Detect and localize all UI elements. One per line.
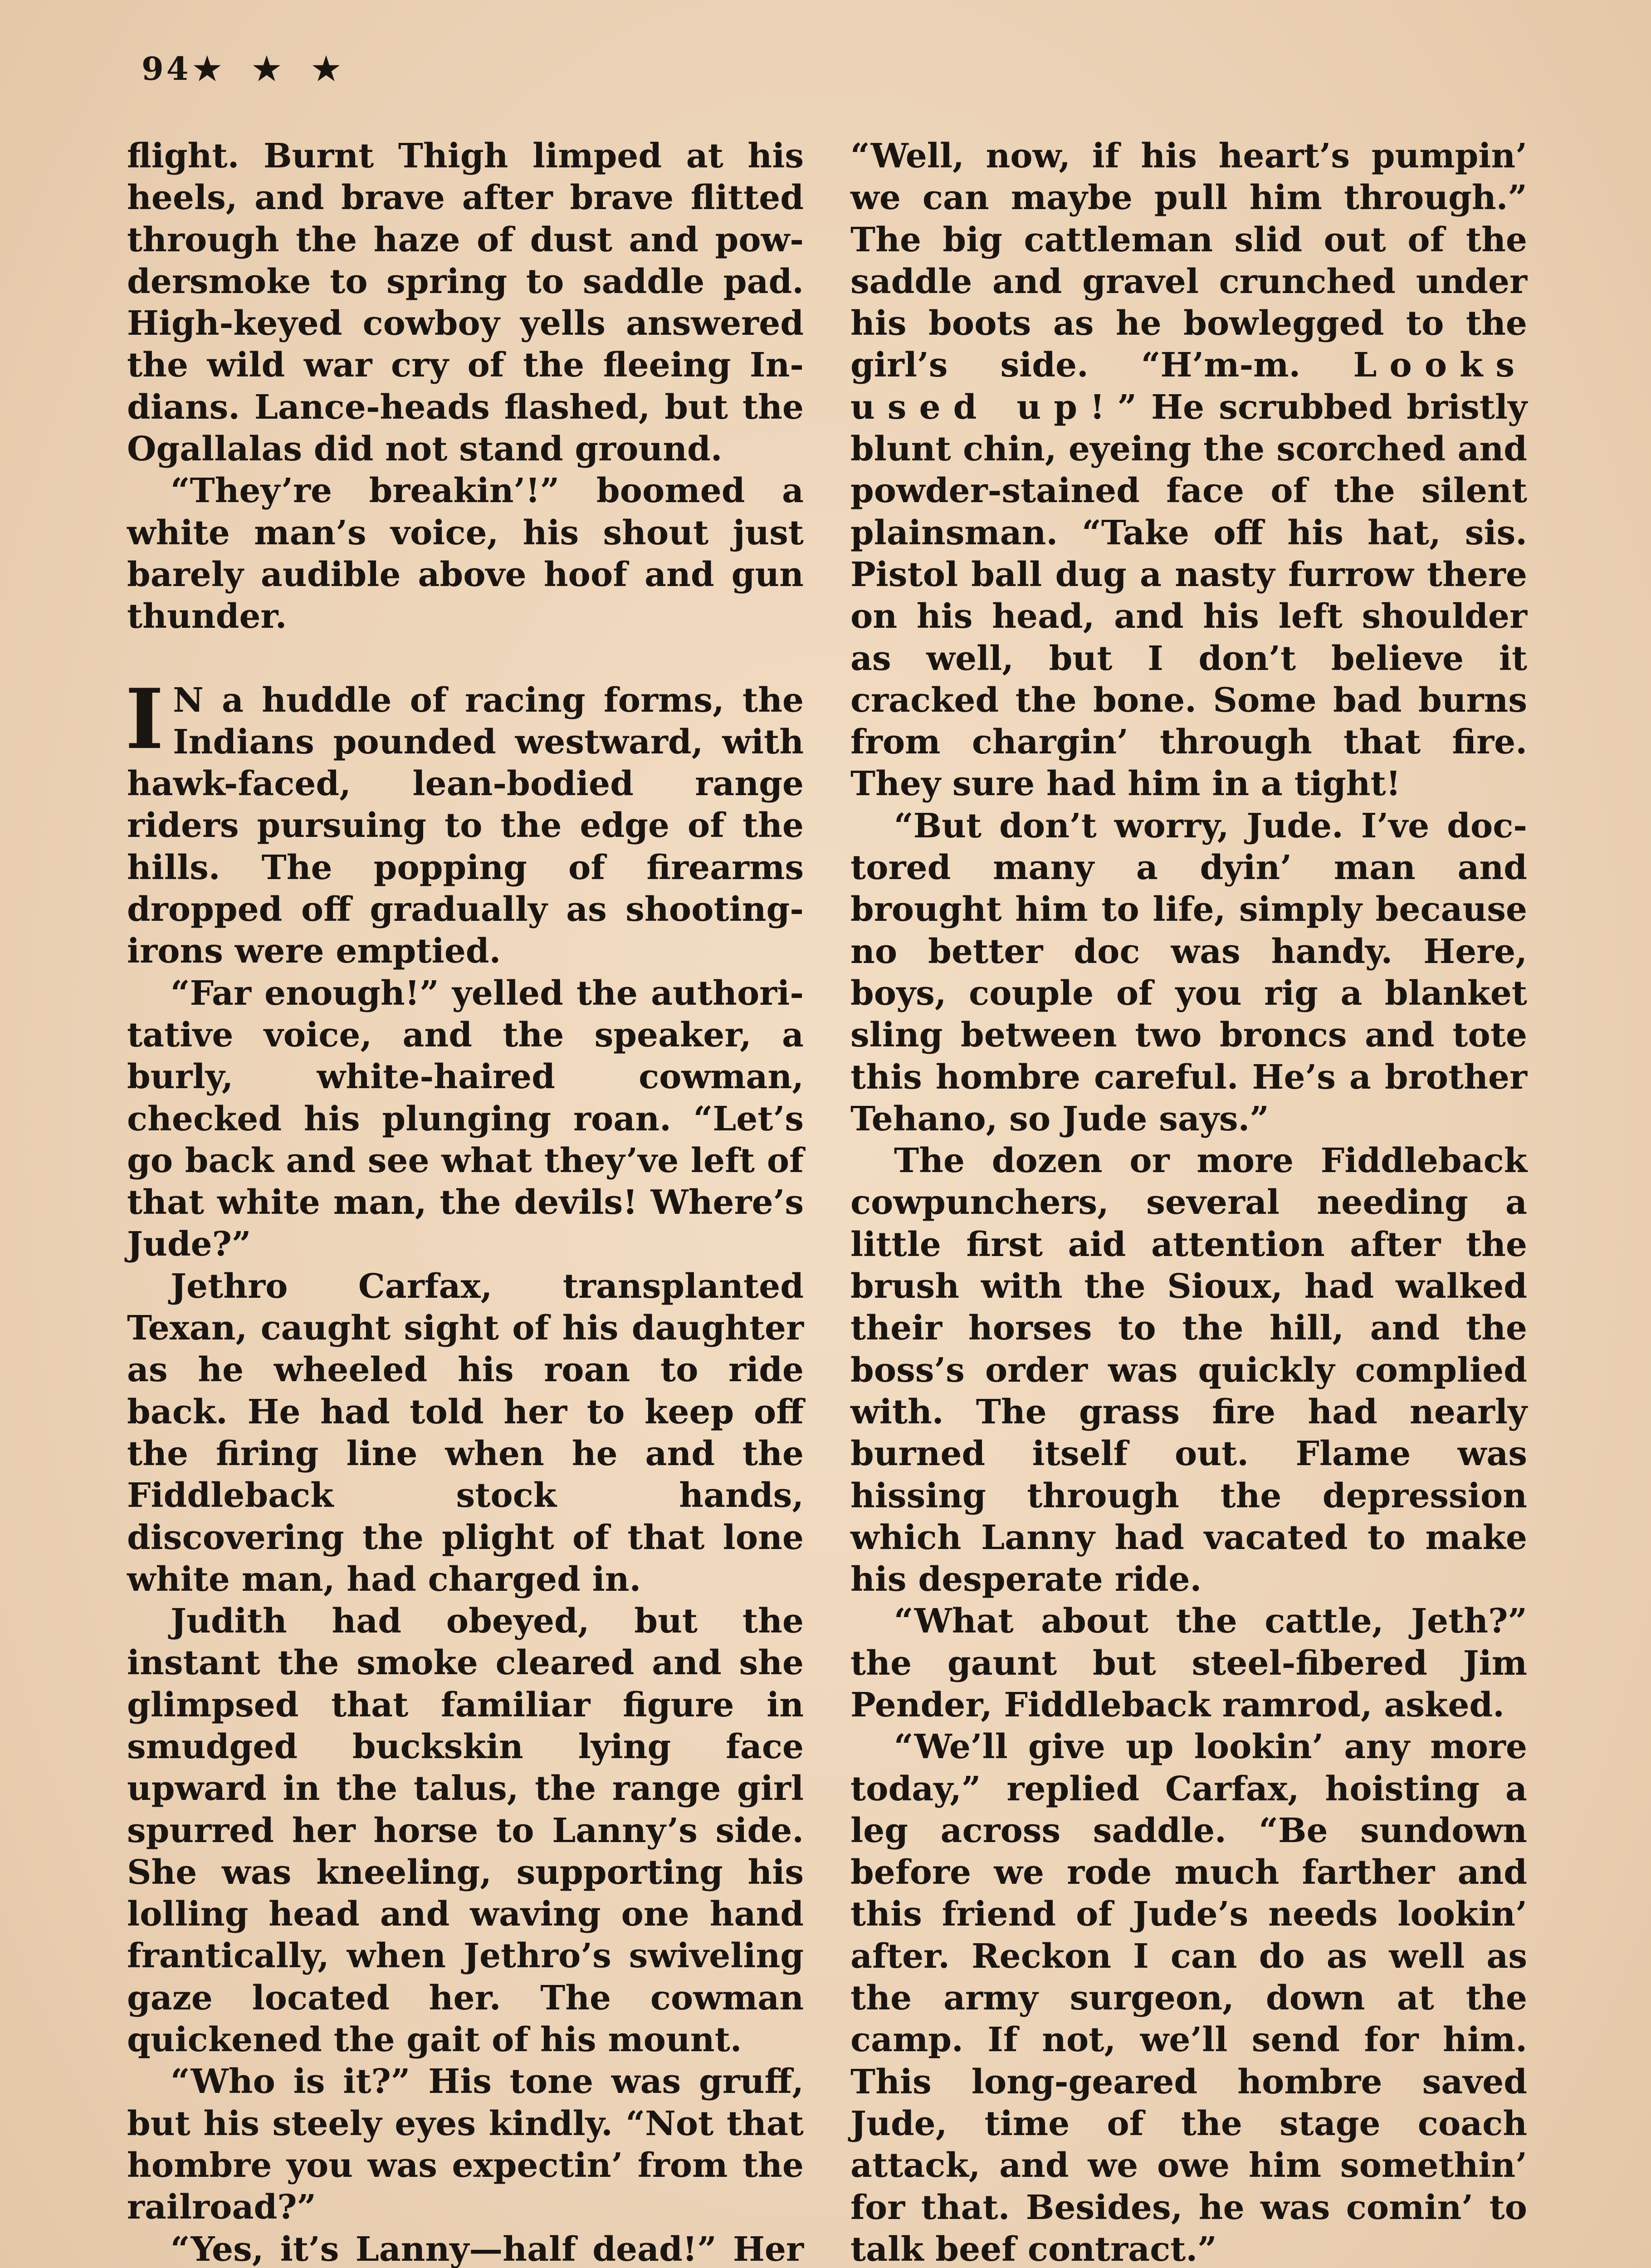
paragraph-dropcap — [125, 670, 804, 973]
paragraph — [850, 135, 1527, 805]
paragraph-text: N a huddle of racing forms, the Indians pounded westward, with hawk-faced, lean-bodied range riders pursuing to the edge of the hills. The popping of firearms dropped off gradually as shooting-irons were emptied. — [127, 680, 804, 971]
paragraph: “Who is it?” His tone was gruff, but his steely eyes kindly. “Not that hombre you was expectin’ from the railroad?” — [127, 2062, 804, 2227]
left-text-column — [127, 135, 804, 2268]
right-text-column — [850, 135, 1527, 2268]
paragraph: “They’re breakin’!” boomed a white man’s voice, his shout just barely audible above hoof and gun thunder. — [127, 471, 804, 636]
paragraph-text: “Well, now, if his heart’s pumpin’ we can maybe pull him through.” The big cattleman slid out of the saddle and gravel crunched under his boots as he bowlegged to the girl’s side. “H’m-m. — [850, 137, 1527, 385]
page-folio — [142, 50, 350, 88]
paragraph: “Yes, it’s Lanny—half dead!” Her — [171, 2229, 804, 2268]
paragraph: “Far enough!” yelled the authoritative voice, and the speaker, a burly, white-haired cowman, checked his plunging roan. “Let’s go back and see what they’ve left of that white man, the devils! Where’s Jude?” — [127, 973, 804, 1264]
paragraph: Jethro Carfax, transplanted Texan, caught sight of his daughter as he wheeled his roan to ride back. He had told her to keep off the firing line when he and the Fiddleback stock hands, discovering the plight of that lone white man, had charged in. — [127, 1266, 804, 1599]
star-ornaments: ★ ★ ★ — [193, 50, 351, 88]
paragraph-text: ” He scrubbed bristly blunt chin, eyeing the scorched and powder-stained face of the silent plainsman. “Take off his hat, sis. Pistol ball dug a nasty furrow there on his head, and his left shoulder as well, but I don’t believe it cracked the bone. Some bad burns from chargin’ through that fire. They sure had him in a tight! — [850, 387, 1528, 804]
paragraph: “We’ll give up lookin’ any more today,” replied Carfax, hoisting a leg across saddle. “Be sundown before we rode much farther and this friend of Jude’s needs lookin’ after. Reckon I can do as well as the army surgeon, down at the camp. If not, we’ll send for him. This long-geared hombre saved Jude, time of the stage coach attack, and we owe him somethin’ for that. Besides, he was comin’ to talk beef contract.” — [850, 1727, 1527, 2268]
paragraph: The dozen or more Fiddleback cowpunchers, several needing a little first aid attention after the brush with the Sioux, had walked their horses to the hill, and the boss’s order was quickly complied with. The grass fire had nearly burned itself out. Flame was hissing through the depression which Lanny had vacated to make his desperate ride. — [850, 1141, 1527, 1599]
page-number: 94 — [142, 50, 191, 88]
paragraph: Judith had obeyed, but the instant the smoke cleared and she glimpsed that familiar figure in smudged buckskin lying face upward in the talus, the range girl spurred her horse to Lanny’s side. She was kneeling, supporting his lolling head and waving one hand frantically, when Jethro’s swiveling gaze located her. The cowman quickened the gait of his mount. — [127, 1602, 804, 2060]
paragraph: “But don’t worry, Jude. I’ve doctored many a dyin’ man and brought him to life, simply because no better doc was handy. Here, boys, couple of you rig a blanket sling between two broncs and tote this hombre careful. He’s a brother Tehano, so Jude says.” — [850, 806, 1527, 1139]
paragraph: flight. Burnt Thigh limped at his heels, and brave after brave flitted through the haze of dust and powdersmoke to spring to saddle pad. High-keyed cowboy yells answered the wild war cry of the fleeing Indians. Lance-heads flashed, but the Ogallalas did not stand ground. — [127, 137, 804, 469]
paragraph: “What about the cattle, Jeth?” the gaunt but steel-fibered Jim Pender, Fiddleback ramrod, asked. — [850, 1602, 1527, 1725]
spaced-emphasis-text: Looks used up! — [850, 346, 1527, 427]
drop-cap-letter: I — [125, 670, 164, 767]
